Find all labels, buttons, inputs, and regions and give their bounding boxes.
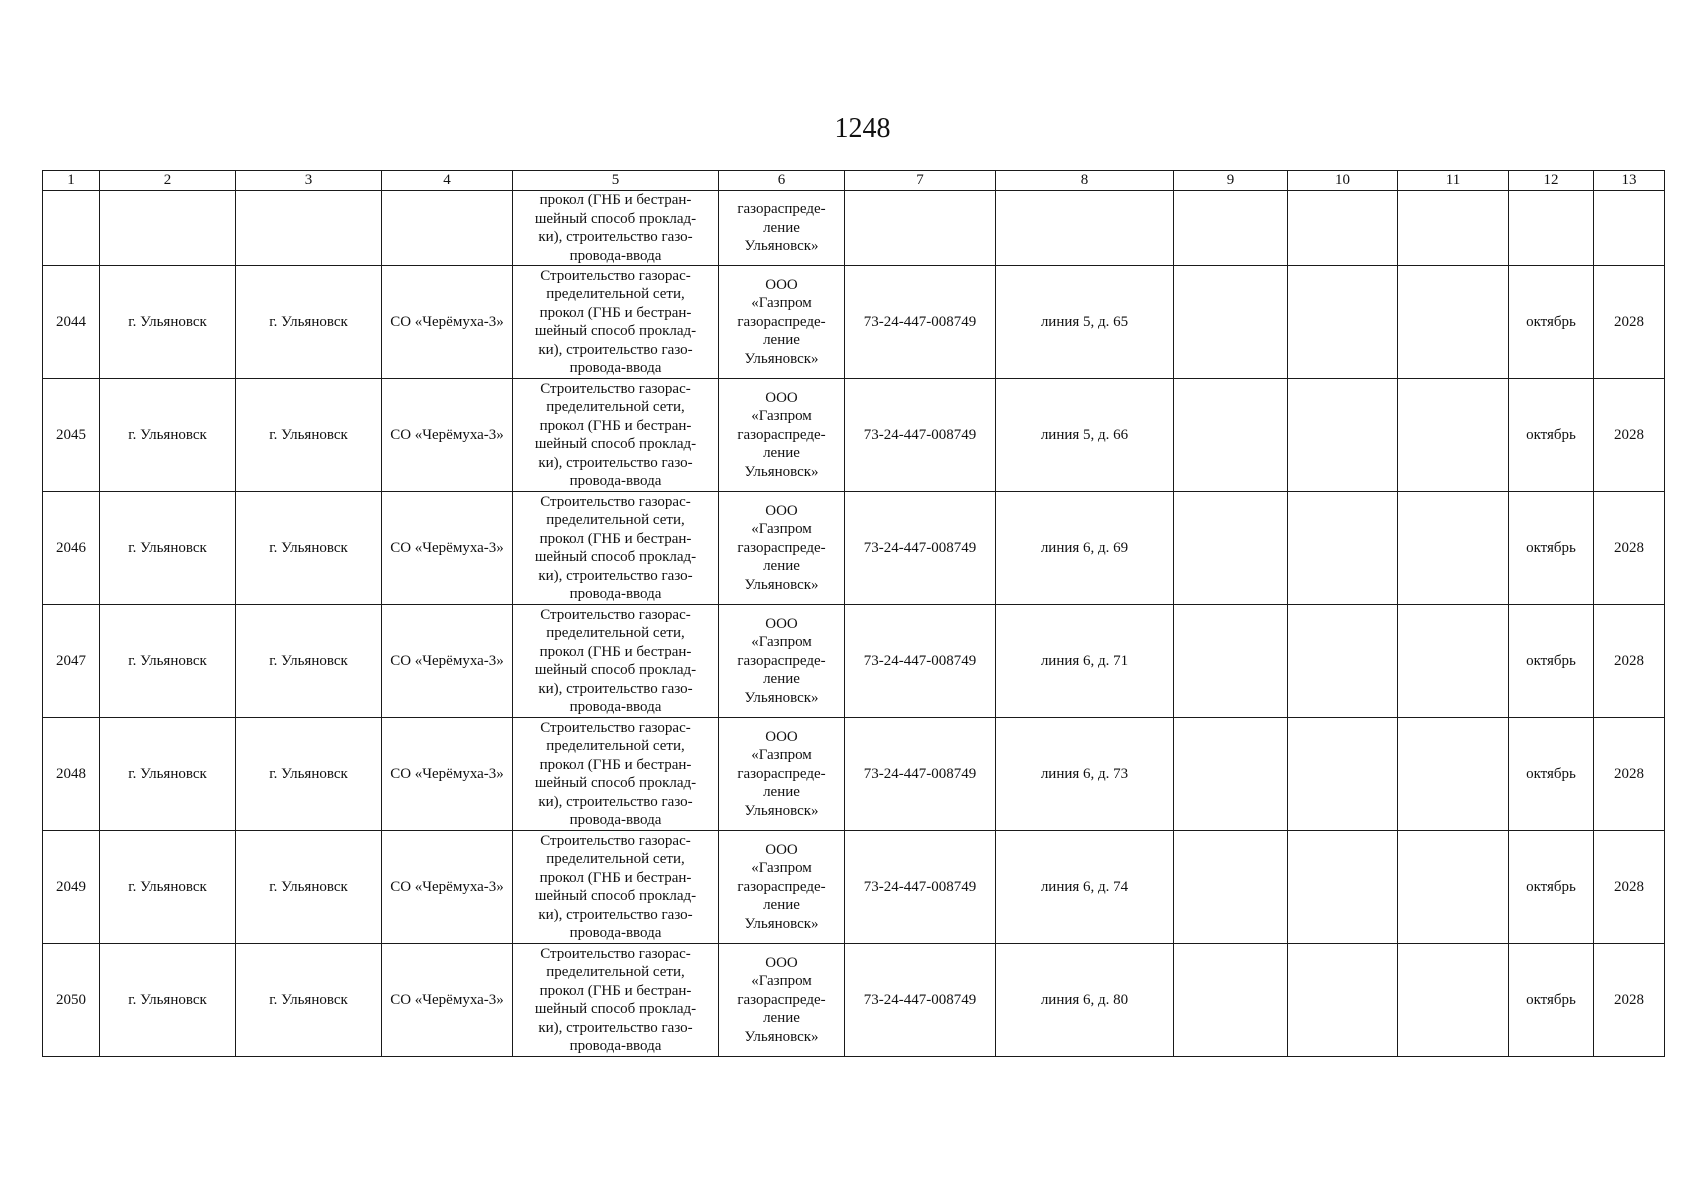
cell-year: 2028: [1594, 944, 1665, 1057]
org-line: ООО: [765, 841, 798, 858]
work-line: прокол (ГНБ и бестран-: [539, 869, 692, 886]
cell-settlement: [236, 191, 382, 266]
cell-municipality: г. Ульяновск: [100, 379, 236, 492]
cell-address: линия 6, д. 71: [996, 605, 1174, 718]
table-row: [43, 379, 1665, 492]
work-line: шейный способ проклад-: [534, 210, 697, 227]
org-line: Ульяновск»: [744, 238, 819, 255]
cell-code: [845, 191, 996, 266]
work-line: шейный способ проклад-: [534, 888, 697, 904]
cell-year: 2028: [1594, 266, 1665, 379]
cell-work-description: [513, 191, 719, 266]
work-line: прокол (ГНБ и бестран-: [539, 530, 692, 547]
org-line: газораспреде-: [737, 539, 826, 556]
org-line: Ульяновск»: [744, 576, 819, 593]
cell-object: СО «Черёмуха-3»: [382, 605, 513, 718]
cell-settlement: г. Ульяновск: [236, 718, 382, 831]
org-line: «Газпром: [751, 521, 812, 538]
cell-col10: [1288, 379, 1398, 492]
cell-municipality: г. Ульяновск: [100, 492, 236, 605]
work-line: шейный способ проклад-: [534, 323, 697, 339]
column-number: 1: [43, 171, 100, 191]
work-line: пределительной сети,: [546, 738, 685, 754]
org-line: ление: [763, 445, 800, 462]
cell-col10: [1288, 944, 1398, 1057]
work-line: ки), строительство газо-: [538, 680, 693, 697]
cell-month: октябрь: [1509, 944, 1594, 1057]
column-number: 2: [100, 171, 236, 191]
cell-organization: [719, 718, 845, 831]
cell-object: СО «Черёмуха-3»: [382, 492, 513, 605]
cell-work-description: [513, 379, 719, 492]
cell-col9: [1174, 191, 1288, 266]
work-line: ки), строительство газо-: [538, 906, 693, 923]
cell-code: 73-24-447-008749: [845, 492, 996, 605]
org-line: «Газпром: [751, 973, 812, 990]
cell-month: октябрь: [1509, 831, 1594, 944]
work-line: ки), строительство газо-: [538, 1019, 693, 1036]
cell-code: 73-24-447-008749: [845, 379, 996, 492]
work-line: шейный способ проклад-: [534, 549, 697, 565]
column-number: 4: [382, 171, 513, 191]
work-line: прокол (ГНБ и бестран-: [539, 192, 692, 208]
cell-col9: [1174, 605, 1288, 718]
cell-code: 73-24-447-008749: [845, 718, 996, 831]
cell-col10: [1288, 492, 1398, 605]
table-row: [43, 492, 1665, 605]
work-line: шейный способ проклад-: [534, 436, 697, 452]
column-number: 10: [1288, 171, 1398, 191]
continuation-row: [43, 191, 1665, 266]
work-line: провода-ввода: [569, 925, 662, 941]
work-line: прокол (ГНБ и бестран-: [539, 417, 692, 434]
org-line: Ульяновск»: [744, 689, 819, 706]
cell-year: 2028: [1594, 831, 1665, 944]
cell-month: октябрь: [1509, 718, 1594, 831]
cell-col9: [1174, 379, 1288, 492]
org-line: ООО: [765, 615, 798, 632]
work-line: ки), строительство газо-: [538, 341, 693, 358]
cell-col9: [1174, 718, 1288, 831]
cell-object: СО «Черёмуха-3»: [382, 944, 513, 1057]
table-row: [43, 944, 1665, 1057]
work-line: провода-ввода: [569, 586, 662, 602]
column-number: 7: [845, 171, 996, 191]
cell-address: линия 5, д. 66: [996, 379, 1174, 492]
cell-object: СО «Черёмуха-3»: [382, 379, 513, 492]
column-number: 8: [996, 171, 1174, 191]
cell-municipality: [100, 191, 236, 266]
cell-organization: [719, 492, 845, 605]
org-line: Ульяновск»: [744, 1028, 819, 1045]
cell-address: линия 6, д. 74: [996, 831, 1174, 944]
cell-code: 73-24-447-008749: [845, 266, 996, 379]
work-line: Строительство газорас-: [540, 606, 691, 623]
cell-col9: [1174, 266, 1288, 379]
cell-organization: [719, 605, 845, 718]
cell-municipality: г. Ульяновск: [100, 605, 236, 718]
org-line: ление: [763, 219, 800, 236]
org-line: ление: [763, 784, 800, 801]
org-line: Ульяновск»: [744, 802, 819, 819]
cell-number: 2050: [43, 944, 100, 1057]
cell-col11: [1398, 831, 1509, 944]
work-line: провода-ввода: [569, 473, 662, 489]
cell-address: линия 5, д. 65: [996, 266, 1174, 379]
cell-municipality: г. Ульяновск: [100, 266, 236, 379]
cell-object: СО «Черёмуха-3»: [382, 266, 513, 379]
cell-col9: [1174, 944, 1288, 1057]
org-line: «Газпром: [751, 860, 812, 877]
org-line: газораспреде-: [737, 765, 826, 782]
cell-col10: [1288, 831, 1398, 944]
org-line: ООО: [765, 389, 798, 406]
work-line: пределительной сети,: [546, 286, 685, 302]
table-header: [43, 171, 1665, 191]
work-line: пределительной сети,: [546, 964, 685, 980]
cell-month: октябрь: [1509, 379, 1594, 492]
cell-object: СО «Черёмуха-3»: [382, 831, 513, 944]
org-line: газораспреде-: [737, 878, 826, 895]
org-line: ООО: [765, 502, 798, 519]
cell-settlement: г. Ульяновск: [236, 944, 382, 1057]
cell-address: линия 6, д. 69: [996, 492, 1174, 605]
cell-number: 2047: [43, 605, 100, 718]
org-line: ление: [763, 1010, 800, 1027]
work-line: пределительной сети,: [546, 399, 685, 415]
cell-col11: [1398, 605, 1509, 718]
cell-settlement: г. Ульяновск: [236, 831, 382, 944]
work-line: ки), строительство газо-: [538, 567, 693, 584]
cell-object: СО «Черёмуха-3»: [382, 718, 513, 831]
cell-year: [1594, 191, 1665, 266]
org-line: «Газпром: [751, 747, 812, 764]
cell-number: 2049: [43, 831, 100, 944]
cell-year: 2028: [1594, 492, 1665, 605]
cell-col11: [1398, 379, 1509, 492]
work-line: шейный способ проклад-: [534, 1001, 697, 1017]
work-line: провода-ввода: [569, 699, 662, 715]
work-line: шейный способ проклад-: [534, 662, 697, 678]
work-line: Строительство газорас-: [540, 945, 691, 962]
work-line: Строительство газорас-: [540, 380, 691, 397]
register-table: [42, 170, 1665, 1057]
cell-work-description: [513, 944, 719, 1057]
cell-work-description: [513, 492, 719, 605]
cell-col11: [1398, 191, 1509, 266]
column-number: 12: [1509, 171, 1594, 191]
org-line: Ульяновск»: [744, 463, 819, 480]
cell-organization: [719, 831, 845, 944]
cell-number: 2046: [43, 492, 100, 605]
work-line: ки), строительство газо-: [538, 454, 693, 471]
work-line: прокол (ГНБ и бестран-: [539, 756, 692, 773]
cell-month: октябрь: [1509, 266, 1594, 379]
cell-col11: [1398, 266, 1509, 379]
org-line: ООО: [765, 276, 798, 293]
column-number: 13: [1594, 171, 1665, 191]
column-number: 5: [513, 171, 719, 191]
work-line: пределительной сети,: [546, 851, 685, 867]
cell-municipality: г. Ульяновск: [100, 944, 236, 1057]
work-line: ки), строительство газо-: [538, 793, 693, 810]
table-row: [43, 718, 1665, 831]
cell-year: 2028: [1594, 718, 1665, 831]
cell-organization: [719, 379, 845, 492]
org-line: газораспреде-: [737, 426, 826, 443]
org-line: «Газпром: [751, 295, 812, 312]
column-number: 3: [236, 171, 382, 191]
org-line: «Газпром: [751, 634, 812, 651]
work-line: Строительство газорас-: [540, 267, 691, 284]
org-line: ление: [763, 558, 800, 575]
cell-col10: [1288, 718, 1398, 831]
cell-work-description: [513, 605, 719, 718]
work-line: шейный способ проклад-: [534, 775, 697, 791]
work-line: прокол (ГНБ и бестран-: [539, 304, 692, 321]
org-line: ление: [763, 897, 800, 914]
cell-settlement: г. Ульяновск: [236, 492, 382, 605]
cell-col11: [1398, 492, 1509, 605]
cell-work-description: [513, 266, 719, 379]
org-line: «Газпром: [751, 408, 812, 425]
cell-col11: [1398, 944, 1509, 1057]
work-line: ки), строительство газо-: [538, 229, 693, 245]
org-line: Ульяновск»: [744, 350, 819, 367]
work-line: прокол (ГНБ и бестран-: [539, 982, 692, 999]
column-number: 11: [1398, 171, 1509, 191]
cell-month: [1509, 191, 1594, 266]
cell-year: 2028: [1594, 379, 1665, 492]
org-line: газораспреде-: [737, 652, 826, 669]
work-line: Строительство газорас-: [540, 493, 691, 510]
cell-month: октябрь: [1509, 492, 1594, 605]
cell-col11: [1398, 718, 1509, 831]
table-body: [43, 191, 1665, 1057]
cell-organization: [719, 944, 845, 1057]
cell-work-description: [513, 831, 719, 944]
org-line: газораспреде-: [737, 201, 826, 218]
cell-col9: [1174, 831, 1288, 944]
cell-settlement: г. Ульяновск: [236, 266, 382, 379]
cell-number: 2044: [43, 266, 100, 379]
org-line: газораспреде-: [737, 991, 826, 1008]
column-number-row: [43, 171, 1665, 191]
table-row: [43, 266, 1665, 379]
org-line: ление: [763, 671, 800, 688]
cell-municipality: г. Ульяновск: [100, 718, 236, 831]
work-line: прокол (ГНБ и бестран-: [539, 643, 692, 660]
cell-municipality: г. Ульяновск: [100, 831, 236, 944]
org-line: ООО: [765, 728, 798, 745]
org-line: ООО: [765, 954, 798, 971]
cell-col10: [1288, 191, 1398, 266]
cell-code: 73-24-447-008749: [845, 944, 996, 1057]
cell-code: 73-24-447-008749: [845, 831, 996, 944]
work-line: пределительной сети,: [546, 625, 685, 641]
cell-address: [996, 191, 1174, 266]
cell-settlement: г. Ульяновск: [236, 379, 382, 492]
cell-number: 2045: [43, 379, 100, 492]
work-line: Строительство газорас-: [540, 832, 691, 849]
work-line: пределительной сети,: [546, 512, 685, 528]
org-line: газораспреде-: [737, 313, 826, 330]
cell-organization: [719, 266, 845, 379]
work-line: Строительство газорас-: [540, 719, 691, 736]
cell-number: [43, 191, 100, 266]
cell-work-description: [513, 718, 719, 831]
cell-month: октябрь: [1509, 605, 1594, 718]
table-row: [43, 605, 1665, 718]
org-line: ление: [763, 332, 800, 349]
org-line: Ульяновск»: [744, 915, 819, 932]
cell-settlement: г. Ульяновск: [236, 605, 382, 718]
table-row: [43, 831, 1665, 944]
work-line: провода-ввода: [569, 1038, 662, 1054]
cell-address: линия 6, д. 73: [996, 718, 1174, 831]
cell-address: линия 6, д. 80: [996, 944, 1174, 1057]
work-line: провода-ввода: [569, 812, 662, 828]
cell-number: 2048: [43, 718, 100, 831]
cell-year: 2028: [1594, 605, 1665, 718]
page-number: 1248: [834, 113, 891, 144]
cell-col10: [1288, 266, 1398, 379]
cell-organization: [719, 191, 845, 266]
cell-col10: [1288, 605, 1398, 718]
column-number: 6: [719, 171, 845, 191]
work-line: провода-ввода: [569, 360, 662, 376]
column-number: 9: [1174, 171, 1288, 191]
cell-code: 73-24-447-008749: [845, 605, 996, 718]
cell-object: [382, 191, 513, 266]
cell-col9: [1174, 492, 1288, 605]
work-line: провода-ввода: [569, 247, 662, 264]
